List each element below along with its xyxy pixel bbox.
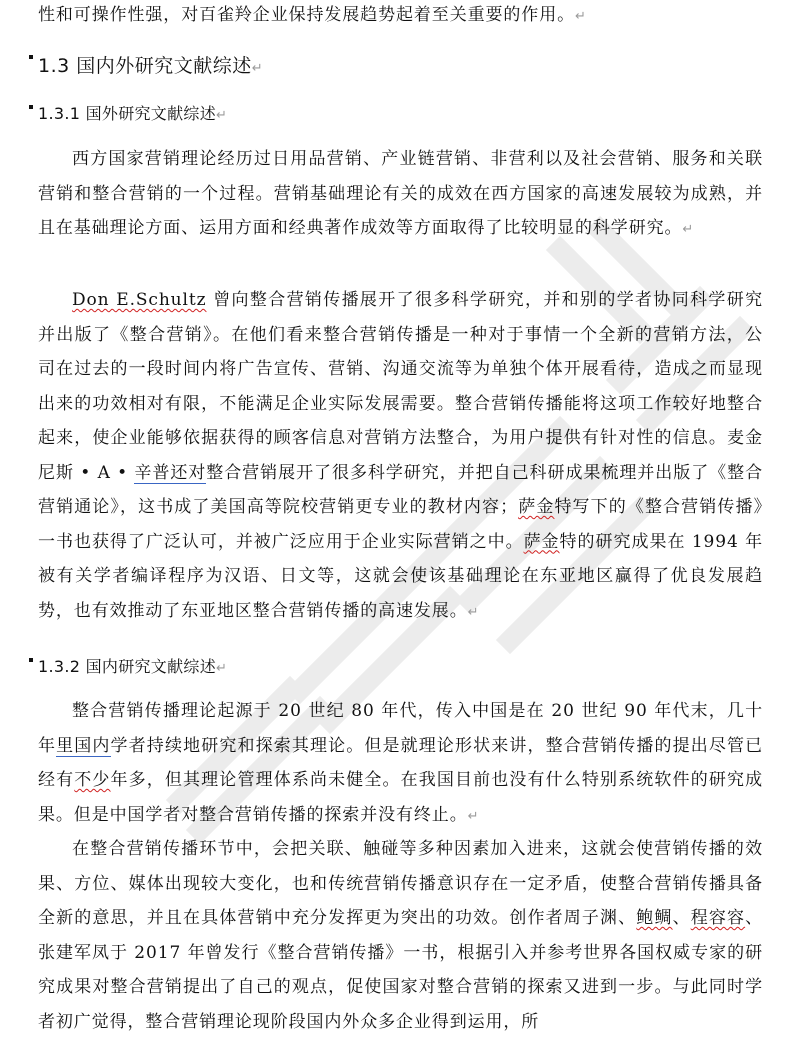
- highlighted-term: 里国内: [56, 735, 111, 756]
- paragraph-mark-icon: ↵: [682, 222, 695, 237]
- author-name: 鲍鲷: [636, 908, 673, 928]
- heading-1-3: 1.3 国内外研究文献综述↵: [29, 51, 263, 78]
- heading-bullet-icon: [29, 55, 33, 59]
- paragraph-mark-icon: ↵: [467, 604, 480, 620]
- paragraph-mark-icon: ↵: [467, 808, 480, 824]
- author-name: 萨金: [518, 497, 555, 517]
- paragraph-mark-icon: ↵: [216, 661, 228, 676]
- paragraph-continuation: 性和可操作性强，对百雀羚企业保持发展趋势起着至关重要的作用。↵: [38, 5, 587, 25]
- paragraph-mark-icon: ↵: [216, 108, 228, 123]
- heading-bullet-icon: [29, 105, 33, 109]
- author-name: 辛普还对: [134, 462, 207, 483]
- paragraph-mark-icon: ↵: [575, 9, 587, 24]
- paragraph-foreign-1: 西方国家营销理论经历过日用品营销、产业链营销、非营利以及社会营销、服务和关联营销和整合营销的一个过程。营销基础理论有关的成效在西方国家的高速发展较为成熟，并且在基础理论方面、运用方面和经典著作成效等方面取得了比较明显的科学研究。↵: [38, 149, 763, 238]
- heading-1-3-2: 1.3.2 国内研究文献综述↵: [29, 654, 227, 677]
- heading-1-3-1: 1.3.1 国外研究文献综述↵: [29, 101, 227, 124]
- heading-bullet-icon: [29, 658, 33, 662]
- author-name: Don E.Schultz: [72, 290, 207, 310]
- paragraph-domestic-2: 在整合营销传播环节中，会把关联、触碰等多种因素加入进来，这就会使营销传播的效果、方位、媒体出现较大变化，也和传统营销传播意识存在一定矛盾，使整合营销传播具备全新的意思，并且在具体营销中充分发挥更为突出的功效。创作者周子渊、鲍鲷、程容容、张建军凤于 2017 年曾发行《整合营销传播》一书，根据引入并参考世界各国权威专家的研究成果对整合营销提出了自己的观点，促使国家对整合营销的探索又进到一步。与此同时学者初广觉得，整合营销理论现阶段国内外众多企业得到运用，所: [38, 839, 763, 1032]
- paragraph-foreign-2: Don E.Schultz 曾向整合营销传播展开了很多科学研究，并和别的学者协同科学研究并出版了《整合营销》。在他们看来整合营销传播是一种对于事情一个全新的营销方法，公司在过去的一段时间内将广告宣传、营销、沟通交流等为单独个体开展看待，造成之而显现出来的功效相对有限，不能满足企业实际发展需要。整合营销传播能将这项工作较好地整合起来，使企业能够依据获得的顾客信息对营销方法整合，为用户提供有针对性的信息。麦金尼斯 • A • 辛普还对整合营销展开了很多科学研究，并把自己科研成果梳理并出版了《整合营销通论》，这书成了美国高等院校营销更专业的教材内容；萨金特写下的《整合营销传播》一书也获得了广泛认可，并被广泛应用于企业实际营销之中。萨金特的研究成果在 1994 年被有关学者编译程序为汉语、日文等，这就会使该基础理论在东亚地区赢得了优良发展趋势，也有效推动了东亚地区整合营销传播的高速发展。↵: [38, 290, 763, 621]
- paragraph-mark-icon: ↵: [251, 61, 264, 76]
- author-name: 程容容: [690, 908, 746, 928]
- author-name: 萨金: [523, 531, 560, 552]
- highlighted-term: 不少: [74, 770, 111, 790]
- paragraph-domestic-1: 整合营销传播理论起源于 20 世纪 80 年代，传入中国是在 20 世纪 90 年代末，几十年里国内学者持续地研究和探索其理论。但是就理论形状来讲，整合营销传播的提出尽管已经有不少年多，但其理论管理体系尚未健全。在我国目前也没有什么特别系统软件的研究成果。但是中国学者对整合营销传播的探索并没有终止。↵: [38, 701, 764, 825]
